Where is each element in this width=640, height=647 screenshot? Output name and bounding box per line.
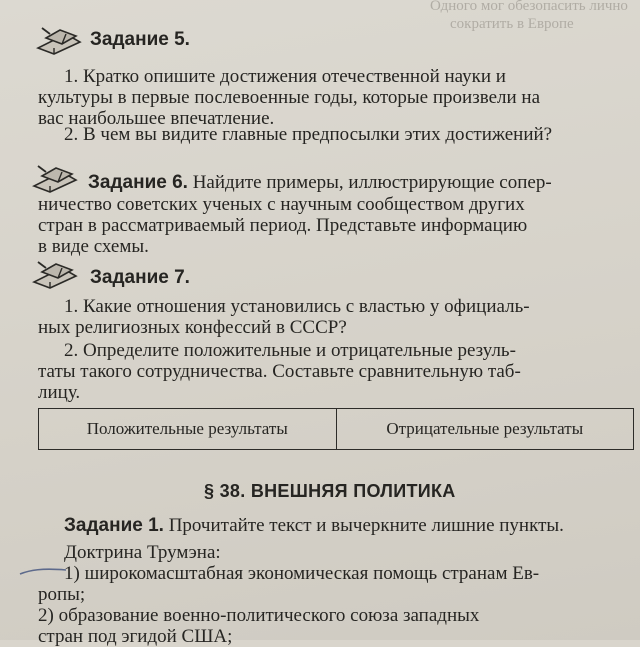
task6-line1: Найдите примеры, иллюстрирующие сопер- bbox=[192, 172, 552, 193]
task-book-icon bbox=[32, 162, 80, 196]
table-header-negative: Отрицательные результаты bbox=[336, 409, 634, 449]
task5-line2: культуры в первые послевоенные годы, которые произвели на bbox=[38, 87, 540, 108]
task5-line4: 2. В чем вы видите главные предпосылки этих достижений? bbox=[64, 124, 553, 145]
section-title: § 38. ВНЕШНЯЯ ПОЛИТИКА bbox=[204, 481, 456, 501]
task1-text: Прочитайте текст и вычеркните лишние пункты. bbox=[168, 515, 564, 536]
task7-line2: ных религиозных конфессий в СССР? bbox=[38, 317, 347, 338]
task7-heading: Задание 7. bbox=[90, 267, 190, 288]
task1-heading: Задание 1. bbox=[64, 515, 164, 536]
task6-line1-row bbox=[88, 172, 552, 194]
task1-item1b: ропы; bbox=[38, 584, 86, 605]
task7-line4: таты такого сотрудничества. Составьте сравнительную таб- bbox=[38, 361, 521, 382]
task6-heading: Задание 6. bbox=[88, 172, 188, 193]
task1-item2b: стран под эгидой США; bbox=[38, 626, 233, 647]
task7-line1: 1. Какие отношения установились с властью у официаль- bbox=[64, 296, 530, 317]
bleed-through-text: Одного мог обезопасить лично сократить в Европе bbox=[430, 0, 628, 32]
task6-line2: ничество советских ученых с научным сообществом других bbox=[38, 194, 525, 215]
task1-row bbox=[64, 515, 564, 537]
task6-line3: стран в рассматриваемый период. Представьте информацию bbox=[38, 215, 528, 236]
task1-item2a: 2) образование военно-политического союза западных bbox=[38, 605, 480, 626]
task1-item1a: 1) широкомасштабная экономическая помощь странам Ев- bbox=[64, 563, 540, 584]
pen-scribble bbox=[18, 562, 68, 580]
task7-line3: 2. Определите положительные и отрицательные резуль- bbox=[64, 340, 516, 361]
comparison-table bbox=[38, 408, 634, 450]
table-header-positive: Положительные результаты bbox=[86, 419, 288, 438]
task6-line4: в виде схемы. bbox=[38, 236, 149, 257]
task5-heading: Задание 5. bbox=[90, 29, 190, 50]
task-book-icon bbox=[36, 24, 84, 58]
task7-line5: лицу. bbox=[38, 382, 81, 403]
task1-doctrine: Доктрина Трумэна: bbox=[64, 542, 221, 563]
task5-line1: 1. Кратко опишите достижения отечественной науки и bbox=[64, 66, 506, 87]
task5-line3: вас наибольшее впечатление. bbox=[38, 108, 275, 129]
task-book-icon bbox=[32, 258, 80, 292]
